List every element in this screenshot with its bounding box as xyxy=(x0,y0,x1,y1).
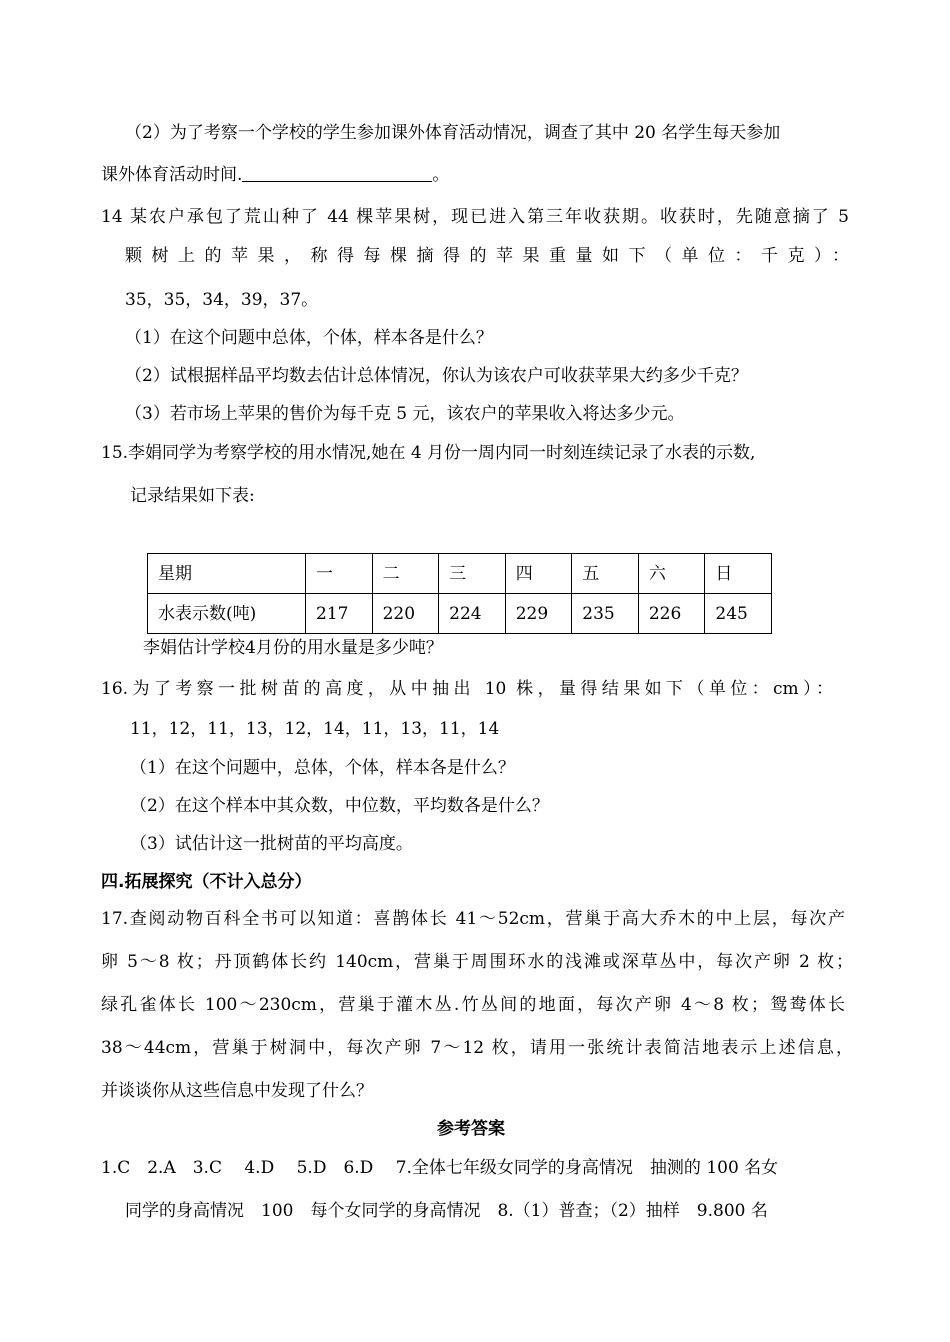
q16-line1: 16.为了考察一批树苗的高度，从中抽出 10 株，量得结果如下（单位：cm）： xyxy=(101,679,833,699)
q17-line1: 17.查阅动物百科全书可以知道：喜鹊体长 41～52cm，营巢于高大乔木的中上层，每次产 xyxy=(101,909,845,929)
q14-sub2: （2）试根据样品平均数去估计总体情况，你认为该农户可收获苹果大约多少千克？ xyxy=(125,366,748,386)
q17-line5: 并谈谈你从这些信息中发现了什么？ xyxy=(101,1081,373,1101)
water-meter-table xyxy=(147,553,772,634)
table-cell-day: 四 xyxy=(505,554,572,594)
table-row-weekday xyxy=(148,554,772,594)
q17-line3: 绿孔雀体长 100～230cm，营巢于灌木丛.竹丛间的地面，每次产卵 4～8 枚；鸳鸯体长 xyxy=(101,995,845,1015)
q16-line2: 11，12，11，13，12，14，11，13，11，14 xyxy=(130,719,500,739)
q13-part2-line2-end: 。 xyxy=(432,165,450,185)
q15-question: 李娟估计学校4月份的用水量是多少吨？ xyxy=(143,638,443,658)
q14-sub1: （1）在这个问题中总体，个体，样本各是什么？ xyxy=(125,328,493,348)
q14-line3: 35，35，34，39，37。 xyxy=(125,290,319,310)
q14-line2: 颗树上的苹果，称得每棵摘得的苹果重量如下（单位：千克）： xyxy=(125,246,849,266)
section-4-heading: 四.拓展探究（不计入总分） xyxy=(101,872,312,892)
table-cell-day: 一 xyxy=(306,554,373,594)
answers-line2: 同学的身高情况 100 每个女同学的身高情况 8.（1）普查；（2）抽样 9.800 名 xyxy=(125,1201,768,1221)
table-cell-reading: 229 xyxy=(505,594,572,634)
q13-part2-line1: （2）为了考察一个学校的学生参加课外体育活动情况，调查了其中 20 名学生每天参加 xyxy=(125,123,781,143)
table-cell-reading: 224 xyxy=(439,594,506,634)
answers-title: 参考答案 xyxy=(437,1119,505,1139)
answers-line1: 1.C 2.A 3.C 4.D 5.D 6.D 7.全体七年级女同学的身高情况 抽测的 100 名女 xyxy=(101,1158,779,1178)
q16-sub3: （3）试估计这一批树苗的平均高度。 xyxy=(130,834,413,854)
q13-part2-line2 xyxy=(101,163,449,187)
table-cell-day: 五 xyxy=(572,554,639,594)
table-cell-reading: 245 xyxy=(705,594,772,634)
q15-line2: 记录结果如下表: xyxy=(130,486,255,506)
table-cell-reading: 235 xyxy=(572,594,639,634)
table-header-weekday: 星期 xyxy=(148,554,306,594)
q16-sub2: （2）在这个样本中其众数，中位数，平均数各是什么？ xyxy=(130,796,549,816)
q15-line1: 15.李娟同学为考察学校的用水情况,她在 4 月份一周内同一时刻连续记录了水表的示数, xyxy=(101,443,756,463)
q13-part2-line2-text: 课外体育活动时间. xyxy=(101,165,243,185)
q16-sub1: （1）在这个问题中，总体，个体，样本各是什么？ xyxy=(130,758,515,778)
q17-line4: 38～44cm，营巢于树洞中，每次产卵 7～12 枚，请用一张统计表简洁地表示上述信息， xyxy=(101,1038,853,1058)
table-cell-reading: 226 xyxy=(638,594,705,634)
table-header-reading: 水表示数(吨) xyxy=(148,594,306,634)
answer-blank xyxy=(242,163,432,182)
table-cell-day: 六 xyxy=(638,554,705,594)
table-cell-reading: 220 xyxy=(372,594,439,634)
q14-line1: 14 某农户承包了荒山种了 44 棵苹果树，现已进入第三年收获期。收获时，先随意摘了 5 xyxy=(101,207,849,227)
table-cell-day: 日 xyxy=(705,554,772,594)
table-row-reading xyxy=(148,594,772,634)
table-cell-day: 二 xyxy=(372,554,439,594)
table-cell-day: 三 xyxy=(439,554,506,594)
q14-sub3: （3）若市场上苹果的售价为每千克 5 元，该农户的苹果收入将达多少元。 xyxy=(125,404,685,424)
q17-line2: 卵 5～8 枚；丹顶鹤体长约 140cm，营巢于周围环水的浅滩或深草丛中，每次产卵 2 枚； xyxy=(101,952,853,972)
table-cell-reading: 217 xyxy=(306,594,373,634)
